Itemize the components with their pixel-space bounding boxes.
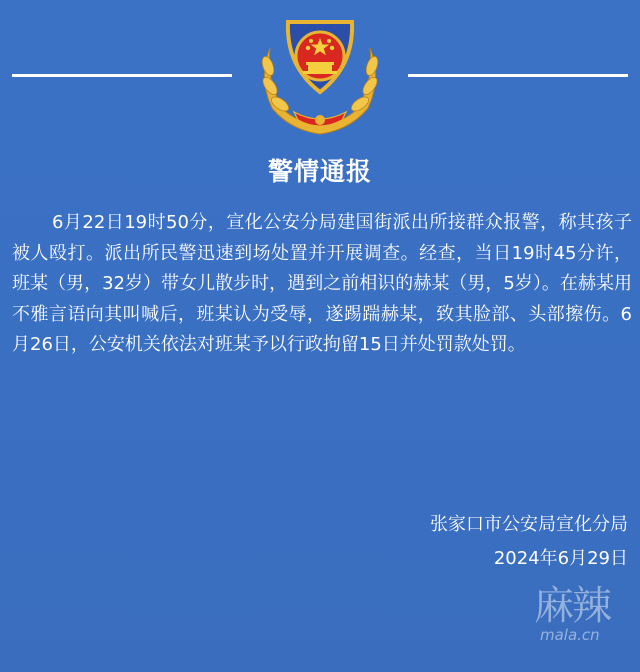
watermark-logo (530, 570, 630, 662)
notice-body: 6月22日19时50分，宣化公安分局建国街派出所接群众报警，称其孩子被人殴打。派出所民警迅速到场处置并开展调查。经查，当日19时45分许，班某（男，32岁）带女儿散步时，遇到之前相识的赫某（男，5岁）。在赫某用不雅言语向其叫喊后，班某认为受辱，遂踢踹赫某，致其脸部、头部擦伤。6月26日，公安机关依法对班某予以行政拘留15日并处罚款处罚。 (12, 212, 632, 356)
notice-title: 警情通报 (267, 157, 372, 186)
watermark-main-text: 麻辣 (534, 583, 610, 629)
issue-date: 2024年6月29日 (493, 548, 628, 569)
watermark-sub-text: mala.cn (540, 626, 600, 644)
police-emblem-icon (250, 8, 390, 138)
issuing-organization: 张家口市公安局宣化分局 (430, 514, 628, 535)
header-rule-right (408, 74, 628, 77)
header-rule-left (12, 74, 232, 77)
